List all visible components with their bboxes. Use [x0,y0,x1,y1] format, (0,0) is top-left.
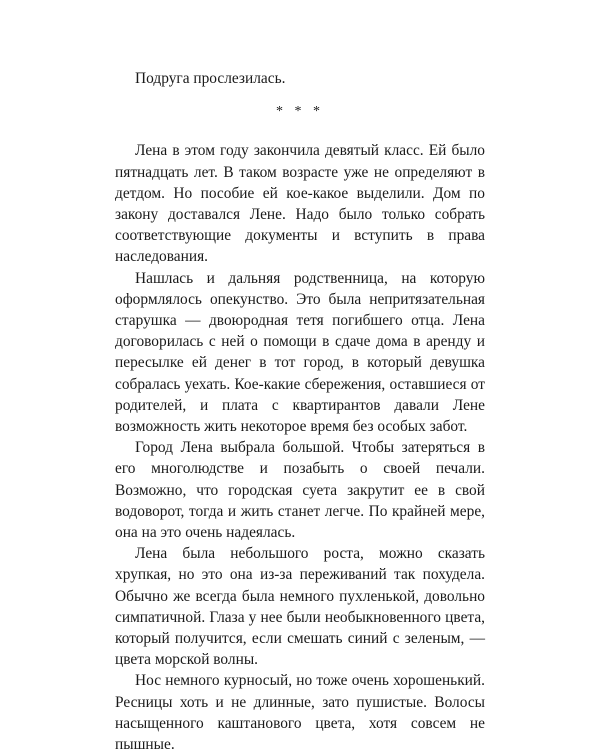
section-separator: * * * [276,104,324,120]
paragraph: Лена в этом году закончила девятый класс. Ей было пятнадцать лет. В таком возрасте уже не определяют в детдом. Но пособие ей кое-какое выделили. Дом по закону доставался Лене. Надо было только собрать соответствующие документы и вступить в права наследования. [115,142,485,266]
opening-line: Подруга прослезилась. [135,70,286,87]
paragraph: Нашлась и дальняя родственница, на которую оформлялось опекунство. Это была непритязательная старушка — двоюродная тетя погибшего отца. Лена договорилась с ней о помощи в сдаче дома в аренду и пересылке ей денег в тот город, в который девушка собралась уехать. Кое-какие сбережения, оставшиеся от родителей, и плата с квартирантов давали Лене возможность жить некоторое время без особых забот. [115,269,485,436]
paragraph: Нос немного курносый, но тоже очень хорошенький. Ресницы хоть и не длинные, зато пушистые. Волосы насыщенного каштанового цвета, хотя совсем не пышные. [115,672,485,754]
book-page [115,68,485,755]
paragraph: Город Лена выбрала большой. Чтобы затеряться в его многолюдстве и позабыть о своей печали. Возможно, что городская суета закрутит ее в свой водоворот, тогда и жить станет легче. По крайней мере, она на это очень надеялась. [115,439,485,542]
paragraph: Лена была небольшого роста, можно сказать хрупкая, но это она из-за переживаний так похудела. Обычно же всегда была немного пухленькой, довольно симпатичной. Глаза у нее были необыкновенного цвета, который получится, если смешать синий с зеленым, — цвета морской волны. [115,545,485,669]
